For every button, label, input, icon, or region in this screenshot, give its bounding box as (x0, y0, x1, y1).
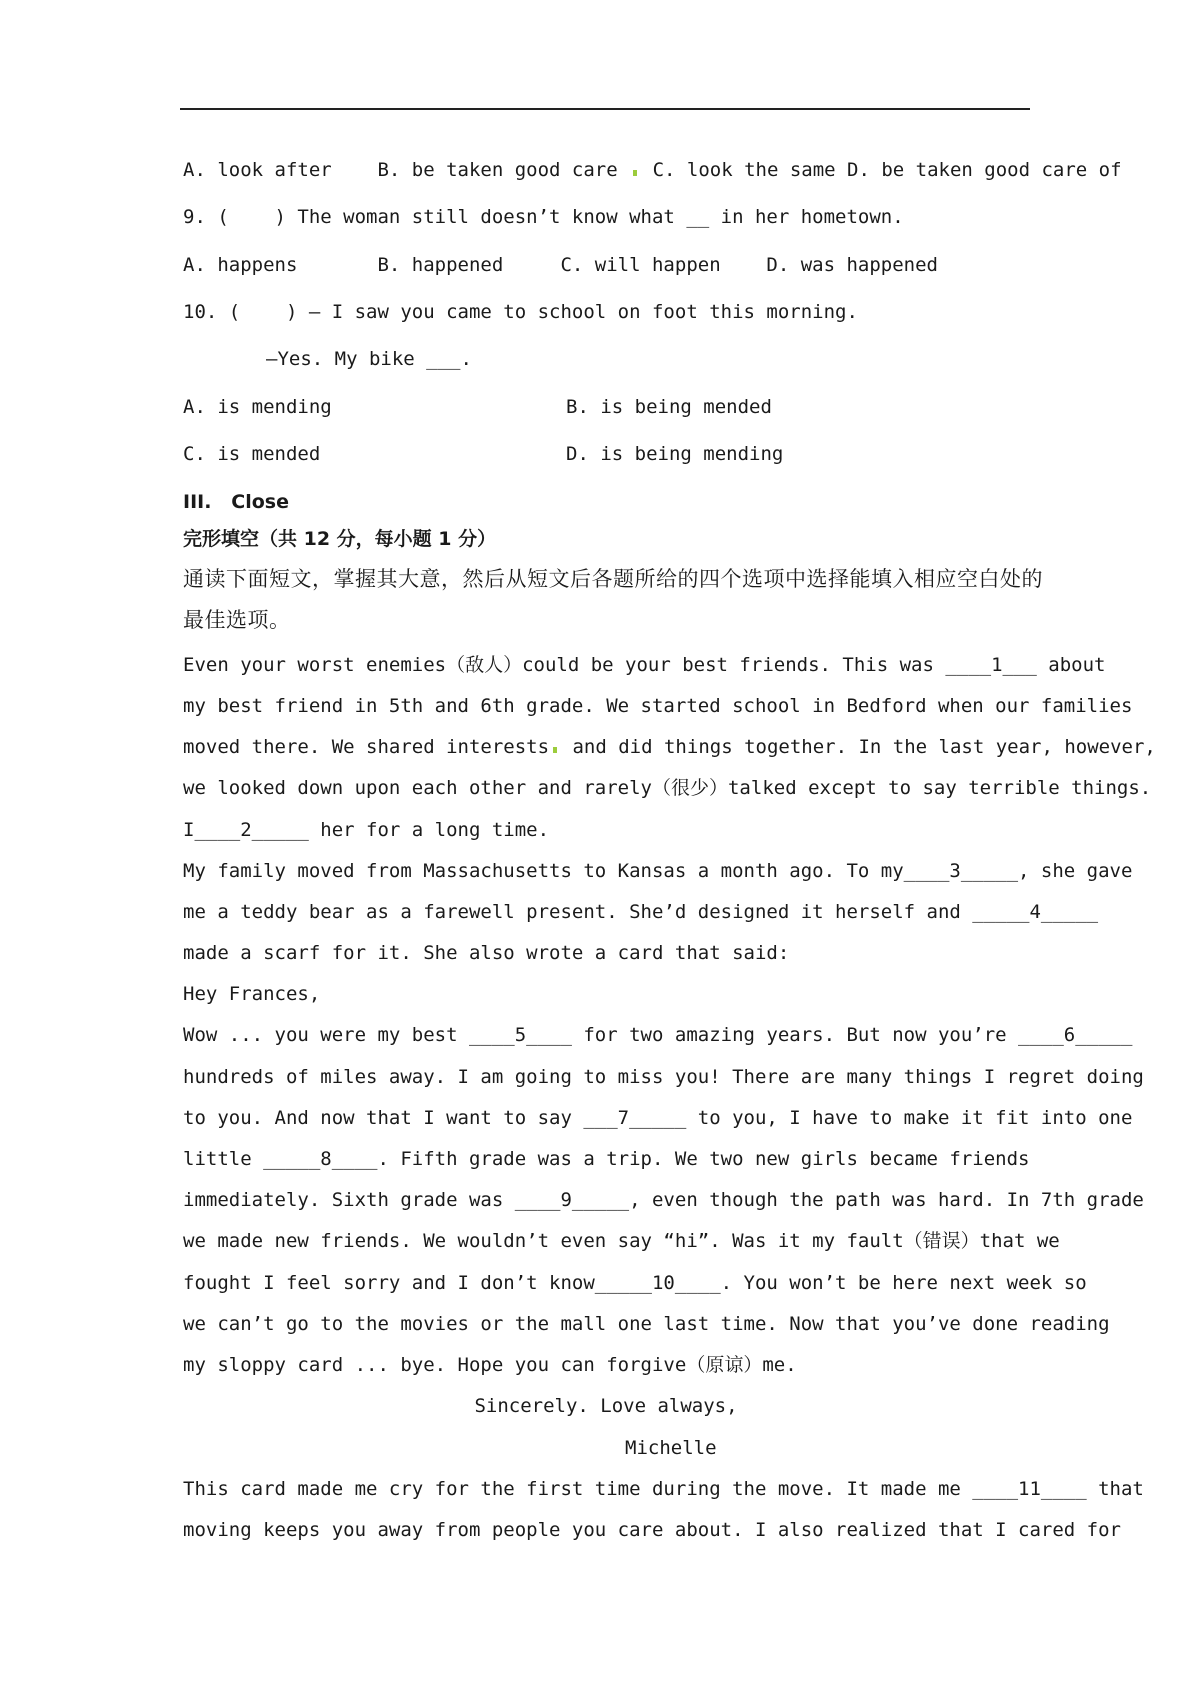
cloze-instructions-line-2: 最佳选项。 (183, 608, 291, 632)
passage-line: little _____8____. Fifth grade was a trip. We two new girls became friends (183, 1148, 1030, 1170)
letter-signature: Michelle (625, 1437, 717, 1459)
passage-line: My family moved from Massachusetts to Kansas a month ago. To my____3_____, she gave (183, 860, 1133, 882)
section-title: III. Close (183, 491, 289, 513)
passage-line-head: moved there. We shared interests (183, 736, 550, 758)
passage-line: Hey Frances, (183, 983, 321, 1005)
cloze-instructions-line-1: 通读下面短文，掌握其大意，然后从短文后各题所给的四个选项中选择能填入相应空白处的 (183, 567, 1043, 591)
passage-line: Even your worst enemies（敌人）could be your best friends. This was ____1___ about (183, 654, 1106, 676)
passage-line: my sloppy card ... bye. Hope you can forgive（原谅）me. (183, 1354, 797, 1376)
q10-option-c: C. is mended (183, 443, 321, 465)
q8-options-tail: C. look the same D. be taken good care of (641, 159, 1122, 181)
passage-line: me a teddy bear as a farewell present. She’d designed it herself and _____4_____ (183, 901, 1099, 923)
passage-line: hundreds of miles away. I am going to miss you! There are many things I regret doing (183, 1066, 1144, 1088)
passage-line: moving keeps you away from people you care about. I also realized that I cared for (183, 1519, 1121, 1541)
passage-line: we looked down upon each other and rarely（很少）talked except to say terrible things. (183, 777, 1152, 799)
passage-line: we made new friends. We wouldn’t even say “hi”. Was it my fault（错误）that we (183, 1230, 1060, 1252)
passage-line (183, 735, 1156, 759)
q9-options: A. happens B. happened C. will happen D. was happened (183, 254, 938, 276)
passage-line: fought I feel sorry and I don’t know_____10____. You won’t be here next week so (183, 1272, 1087, 1294)
cloze-heading: 完形填空（共 12 分，每小题 1 分） (183, 528, 497, 550)
passage-line: to you. And now that I want to say ___7_____ to you, I have to make it fit into one (183, 1107, 1133, 1129)
passage-line: we can’t go to the movies or the mall one last time. Now that you’ve done reading (183, 1313, 1110, 1335)
green-mark (553, 747, 557, 753)
green-mark (633, 170, 637, 176)
passage-line: made a scarf for it. She also wrote a card that said: (183, 942, 790, 964)
q8-options (183, 158, 1122, 182)
passage-line: my best friend in 5th and 6th grade. We started school in Bedford when our families (183, 695, 1133, 717)
passage-line: I____2_____ her for a long time. (183, 819, 550, 841)
q9-stem: 9. ( ) The woman still doesn’t know what __ in her hometown. (183, 206, 904, 228)
q10-option-d: D. is being mending (566, 443, 784, 465)
passage-line: immediately. Sixth grade was ____9_____, even though the path was hard. In 7th grade (183, 1189, 1144, 1211)
passage-line: This card made me cry for the first time during the move. It made me ____11____ that (183, 1478, 1144, 1500)
passage-line: Wow ... you were my best ____5____ for two amazing years. But now you’re ____6_____ (183, 1024, 1133, 1046)
q10-stem: 10. ( ) — I saw you came to school on foot this morning. (183, 301, 858, 323)
passage-line-tail: and did things together. In the last year, however, (561, 736, 1156, 758)
q8-options-text: A. look after B. be taken good care (183, 159, 630, 181)
letter-signoff: Sincerely. Love always, (474, 1395, 738, 1417)
header-rule (180, 108, 1030, 110)
q10-reply: —Yes. My bike ___. (266, 348, 472, 370)
q10-option-a: A. is mending (183, 396, 332, 418)
q10-option-b: B. is being mended (566, 396, 772, 418)
